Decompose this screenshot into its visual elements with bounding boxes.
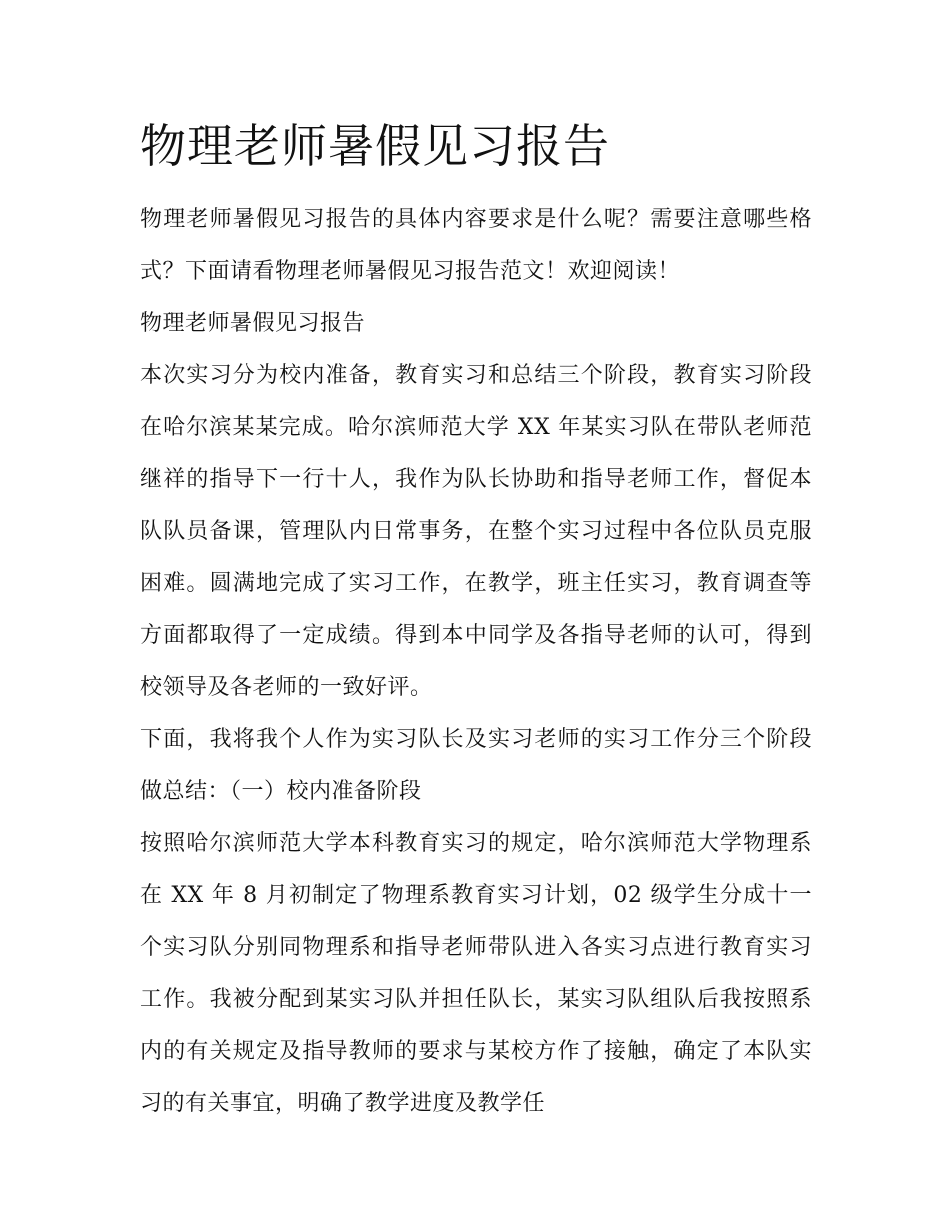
intro-paragraph: 物理老师暑假见习报告的具体内容要求是什么呢？需要注意哪些格式？下面请看物理老师暑假见习报告范文！欢迎阅读！ [140, 207, 812, 284]
document-page [140, 112, 812, 1130]
body-paragraph: 按照哈尔滨师范大学本科教育实习的规定，哈尔滨师范大学物理系在 XX 年 8 月初制定了物理系教育实习计划，02 级学生分成十一个实习队分别同物理系和指导老师带队进入各实习点进行教育实习工作。我被分配到某实习队并担任队长，某实习队组队后我按照系内的有关规定及指导教师的要求与某校方作了接触，确定了本队实习的有关事宜，明确了教学进度及教学任 [140, 831, 812, 1116]
section-heading: 物理老师暑假见习报告 [140, 311, 366, 336]
body-paragraph: 本次实习分为校内准备，教育实习和总结三个阶段，教育实习阶段在哈尔滨某某完成。哈尔滨师范大学 XX 年某实习队在带队老师范继祥的指导下一行十人，我作为队长协助和指导老师工作，督促本队队员备课，管理队内日常事务，在整个实习过程中各位队员克服困难。圆满地完成了实习工作，在教学，班主任实习，教育调查等方面都取得了一定成绩。得到本中同学及各指导老师的认可，得到校领导及各老师的一致好评。 [140, 363, 812, 700]
body-paragraph: 下面，我将我个人作为实习队长及实习老师的实习工作分三个阶段做总结：（一）校内准备阶段 [140, 727, 812, 804]
document-title: 物理老师暑假见习报告 [140, 119, 610, 173]
